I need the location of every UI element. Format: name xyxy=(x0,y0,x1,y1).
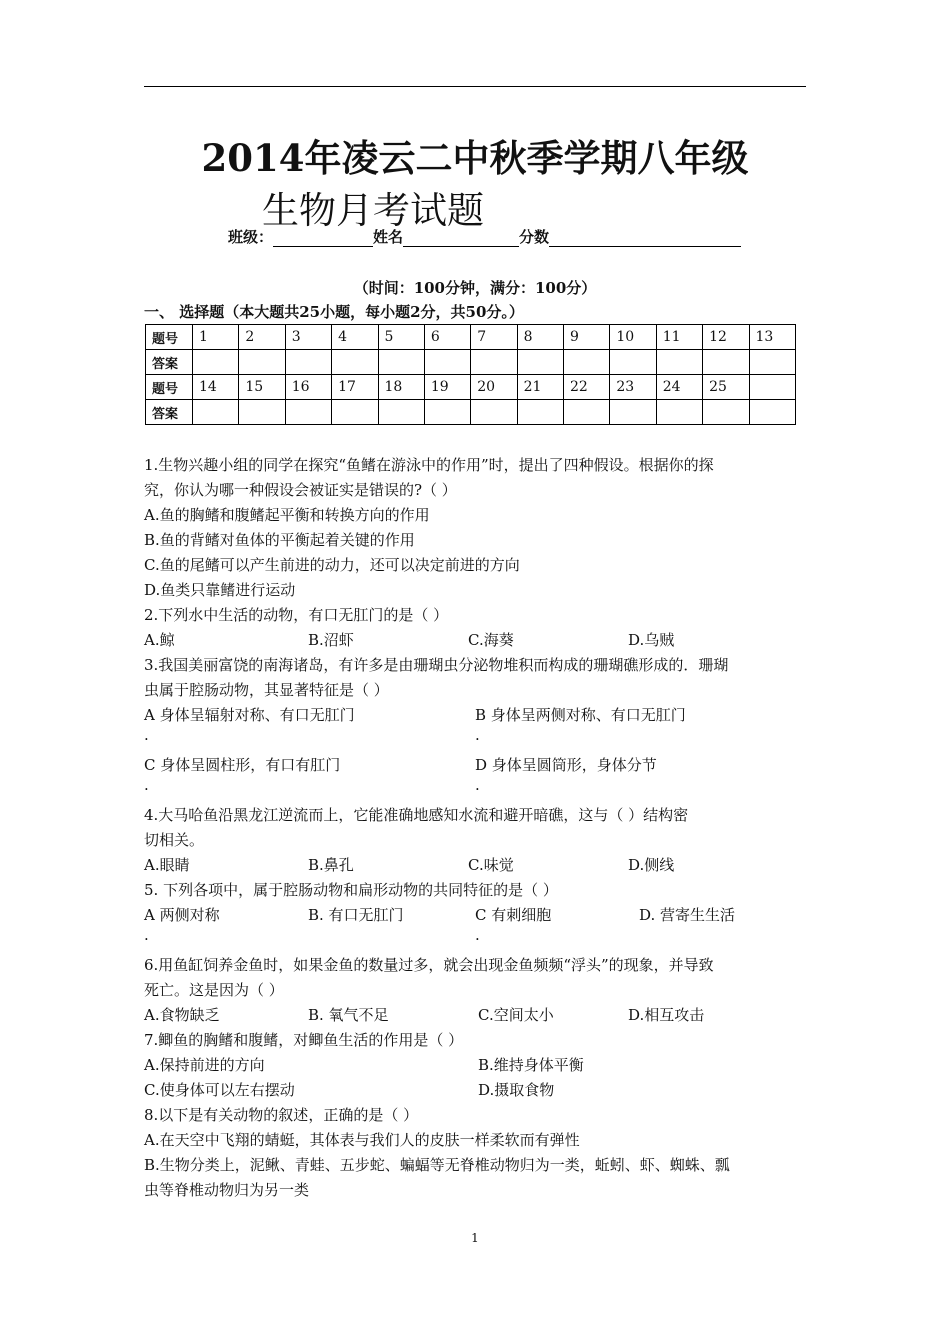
question-7-stem: 7.鲫鱼的胸鳍和腹鳍，对鲫鱼生活的作用是（ ） xyxy=(144,1031,464,1049)
table-cell xyxy=(749,375,796,400)
question-3-stem-line2: 虫属于腔肠动物，其显著特征是（ ） xyxy=(144,681,389,699)
exam-title-line1: 2014年凌云二中秋季学期八年级 xyxy=(201,136,749,180)
table-cell: 6 xyxy=(424,325,470,350)
answer-label: 答案 xyxy=(146,350,193,375)
question-5-option-c: C 有刺细胞 xyxy=(475,906,552,924)
question-7-option-a: A.保持前进的方向 xyxy=(144,1056,265,1074)
table-cell: 11 xyxy=(656,325,702,350)
question-6-options xyxy=(144,1003,800,1028)
questions-block xyxy=(144,453,800,1203)
question-1-option-a: A.鱼的胸鳍和腹鳍起平衡和转换方向的作用 xyxy=(144,506,430,524)
header-rule xyxy=(144,86,806,87)
exam-title-line2: 生物月考试题 xyxy=(262,189,484,232)
question-4-option-c: C.味觉 xyxy=(468,856,514,874)
answer-cell[interactable] xyxy=(517,350,563,375)
question-6-option-b: B. 氧气不足 xyxy=(308,1006,389,1024)
answer-cell[interactable] xyxy=(239,350,285,375)
question-4-options xyxy=(144,853,800,878)
answer-table xyxy=(145,324,796,425)
question-7-options-ab xyxy=(144,1053,800,1078)
answer-cell[interactable] xyxy=(378,350,424,375)
question-7-option-b: B.维持身体平衡 xyxy=(478,1056,584,1074)
question-1-stem-line1: 1.生物兴趣小组的同学在探究“鱼鳍在游泳中的作用”时，提出了四种假设。根据你的探 xyxy=(144,456,714,474)
option-dot: . xyxy=(475,926,480,944)
question-3-stem-line1: 3.我国美丽富饶的南海诸岛，有许多是由珊瑚虫分泌物堆积而构成的珊瑚礁形成的．珊瑚 xyxy=(144,656,729,674)
question-3-options-cd xyxy=(144,753,800,778)
table-cell: 17 xyxy=(332,375,378,400)
question-1-stem-line2: 究，你认为哪一种假设会被证实是错误的?（ ） xyxy=(144,481,457,499)
table-cell: 18 xyxy=(378,375,424,400)
question-7-option-c: C.使身体可以左右摆动 xyxy=(144,1081,295,1099)
answer-cell[interactable] xyxy=(471,400,517,425)
question-8-option-a: A.在天空中飞翔的蜻蜓，其体表与我们人的皮肤一样柔软而有弹性 xyxy=(144,1131,580,1149)
question-4-option-d: D.侧线 xyxy=(628,856,675,874)
question-2-option-b: B.沼虾 xyxy=(308,631,354,649)
answer-cell[interactable] xyxy=(285,350,331,375)
table-cell: 7 xyxy=(471,325,517,350)
name-label: 姓名 xyxy=(373,228,404,246)
score-label: 分数 xyxy=(519,228,550,246)
option-dot: . xyxy=(475,726,480,744)
question-4-option-b: B.鼻孔 xyxy=(308,856,354,874)
table-row xyxy=(146,400,796,425)
table-cell: 23 xyxy=(610,375,656,400)
answer-cell[interactable] xyxy=(471,350,517,375)
answer-label: 答案 xyxy=(146,400,193,425)
answer-cell[interactable] xyxy=(332,350,378,375)
answer-cell[interactable] xyxy=(193,400,239,425)
answer-cell[interactable] xyxy=(749,350,796,375)
question-7-options-cd xyxy=(144,1078,800,1103)
question-3-dots-ab xyxy=(144,728,800,753)
option-dot: . xyxy=(475,776,480,794)
question-3-option-a: A 身体呈辐射对称、有口无肛门 xyxy=(144,706,355,724)
question-8-option-b-line1: B.生物分类上，泥鳅、青蛙、五步蛇、蝙蝠等无脊椎动物归为一类，蚯蚓、虾、蜘蛛、瓢 xyxy=(144,1156,730,1174)
answer-cell[interactable] xyxy=(656,350,702,375)
question-2-options xyxy=(144,628,800,653)
question-3-option-d: D 身体呈圆筒形，身体分节 xyxy=(475,756,657,774)
question-8-option-b-line2: 虫等脊椎动物归为另一类 xyxy=(144,1181,310,1199)
option-dot: . xyxy=(144,776,149,794)
question-6-option-a: A.食物缺乏 xyxy=(144,1006,220,1024)
table-row xyxy=(146,375,796,400)
question-3-dots-cd xyxy=(144,778,800,803)
question-6-option-d: D.相互攻击 xyxy=(628,1006,705,1024)
question-6-stem-line2: 死亡。这是因为（ ） xyxy=(144,981,284,999)
answer-cell[interactable] xyxy=(378,400,424,425)
answer-cell[interactable] xyxy=(332,400,378,425)
table-cell: 16 xyxy=(285,375,331,400)
table-cell: 20 xyxy=(471,375,517,400)
option-dot: . xyxy=(144,726,149,744)
answer-cell[interactable] xyxy=(285,400,331,425)
student-info-line xyxy=(228,226,741,247)
question-2-option-c: C.海葵 xyxy=(468,631,514,649)
question-5-dots xyxy=(144,928,800,953)
table-cell: 15 xyxy=(239,375,285,400)
answer-cell[interactable] xyxy=(703,400,749,425)
table-cell: 4 xyxy=(332,325,378,350)
question-1-option-c: C.鱼的尾鳍可以产生前进的动力，还可以决定前进的方向 xyxy=(144,556,520,574)
question-3-option-b: B 身体呈两侧对称、有口无肛门 xyxy=(475,706,686,724)
answer-cell[interactable] xyxy=(703,350,749,375)
answer-cell[interactable] xyxy=(193,350,239,375)
question-1-option-b: B.鱼的背鳍对鱼体的平衡起着关键的作用 xyxy=(144,531,415,549)
class-label: 班级： xyxy=(228,228,274,246)
answer-cell[interactable] xyxy=(239,400,285,425)
question-number-label: 题号 xyxy=(146,325,193,350)
time-note: （时间：100分钟，满分：100分） xyxy=(353,279,597,297)
table-cell: 3 xyxy=(285,325,331,350)
table-cell: 22 xyxy=(564,375,610,400)
question-6-option-c: C.空间太小 xyxy=(478,1006,554,1024)
answer-cell[interactable] xyxy=(564,350,610,375)
answer-cell[interactable] xyxy=(656,400,702,425)
table-cell: 25 xyxy=(703,375,749,400)
question-3-option-c: C 身体呈圆柱形，有口有肛门 xyxy=(144,756,341,774)
question-8-stem: 8.以下是有关动物的叙述，正确的是（ ） xyxy=(144,1106,419,1124)
table-cell: 12 xyxy=(703,325,749,350)
answer-cell[interactable] xyxy=(517,400,563,425)
question-5-stem: 5. 下列各项中，属于腔肠动物和扁形动物的共同特征的是（ ） xyxy=(144,881,558,899)
table-cell: 21 xyxy=(517,375,563,400)
question-4-stem-line2: 切相关。 xyxy=(144,831,205,849)
table-row xyxy=(146,325,796,350)
question-5-option-d: D. 营寄生生活 xyxy=(639,906,736,924)
answer-cell[interactable] xyxy=(749,400,796,425)
class-blank[interactable] xyxy=(273,230,373,247)
option-dot: . xyxy=(144,926,149,944)
question-5-option-a: A 两侧对称 xyxy=(144,906,220,924)
table-cell: 1 xyxy=(193,325,239,350)
question-4-stem-line1: 4.大马哈鱼沿黑龙江逆流而上，它能准确地感知水流和避开暗礁，这与（ ）结构密 xyxy=(144,806,689,824)
table-cell: 10 xyxy=(610,325,656,350)
table-cell: 14 xyxy=(193,375,239,400)
question-6-stem-line1: 6.用鱼缸饲养金鱼时，如果金鱼的数量过多，就会出现金鱼频频“浮头”的现象，并导致 xyxy=(144,956,714,974)
question-2-option-d: D.乌贼 xyxy=(628,631,675,649)
table-cell: 19 xyxy=(424,375,470,400)
table-cell: 8 xyxy=(517,325,563,350)
table-cell: 24 xyxy=(656,375,702,400)
table-cell: 13 xyxy=(749,325,796,350)
question-5-option-b: B. 有口无肛门 xyxy=(308,906,404,924)
table-cell: 9 xyxy=(564,325,610,350)
question-number-label: 题号 xyxy=(146,375,193,400)
section-heading: 一、 选择题（本大题共25小题，每小题2分，共50分。） xyxy=(144,303,524,321)
answer-cell[interactable] xyxy=(610,350,656,375)
question-2-stem: 2.下列水中生活的动物，有口无肛门的是（ ） xyxy=(144,606,449,624)
question-7-option-d: D.摄取食物 xyxy=(478,1081,555,1099)
table-row xyxy=(146,350,796,375)
answer-cell[interactable] xyxy=(610,400,656,425)
question-5-options xyxy=(144,903,800,928)
page-number: 1 xyxy=(471,1231,479,1245)
answer-cell[interactable] xyxy=(424,350,470,375)
question-1-option-d: D.鱼类只靠鳍进行运动 xyxy=(144,581,296,599)
table-cell: 5 xyxy=(378,325,424,350)
name-blank[interactable] xyxy=(403,230,519,247)
question-3-options-ab xyxy=(144,703,800,728)
question-2-option-a: A.鲸 xyxy=(144,631,175,649)
score-blank[interactable] xyxy=(549,230,741,247)
answer-cell[interactable] xyxy=(424,400,470,425)
question-4-option-a: A.眼睛 xyxy=(144,856,190,874)
table-cell: 2 xyxy=(239,325,285,350)
answer-cell[interactable] xyxy=(564,400,610,425)
